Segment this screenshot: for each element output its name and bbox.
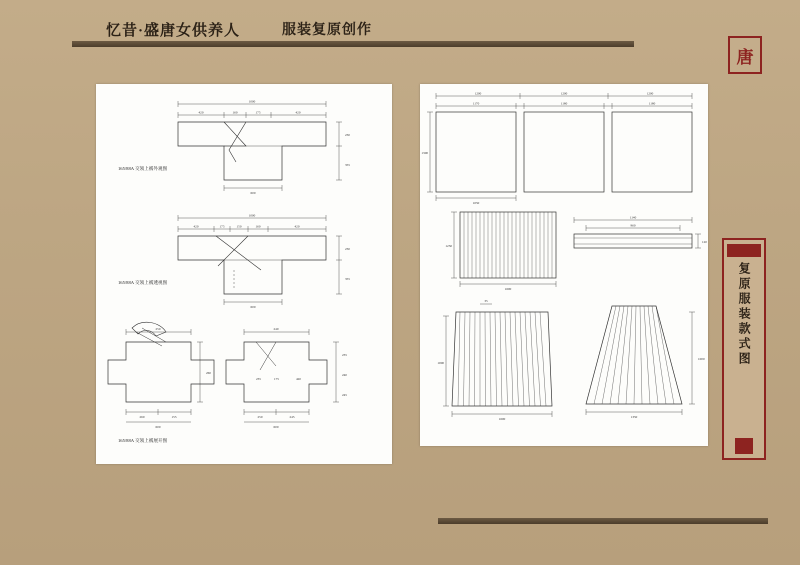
svg-text:175: 175 (274, 377, 279, 381)
svg-text:250: 250 (155, 327, 161, 331)
svg-text:160: 160 (232, 110, 238, 115)
svg-text:1140: 1140 (629, 215, 637, 220)
diagram-pleated-panel (451, 212, 556, 287)
svg-text:600: 600 (250, 191, 256, 195)
svg-text:1180: 1180 (560, 101, 568, 106)
svg-text:420: 420 (294, 224, 300, 229)
banner-text (736, 262, 752, 438)
vertical-banner (722, 238, 766, 460)
diagram-skirt-flat (443, 304, 552, 417)
svg-text:235: 235 (342, 353, 347, 357)
title-divider (72, 41, 634, 47)
svg-text:1200: 1200 (474, 91, 482, 96)
svg-text:420: 420 (296, 377, 301, 381)
svg-text:600: 600 (250, 305, 256, 309)
svg-text:260: 260 (139, 415, 145, 419)
seal-character: 唐 (736, 47, 754, 67)
svg-text:120: 120 (702, 240, 707, 244)
dimension-labels-2 (421, 92, 707, 422)
svg-text:1200: 1200 (646, 91, 654, 96)
svg-text:1000: 1000 (698, 357, 705, 361)
svg-text:150: 150 (236, 224, 242, 229)
svg-text:230: 230 (345, 133, 350, 137)
banner-chars: 复原服装款式图 (737, 262, 752, 367)
svg-text:355: 355 (345, 277, 350, 281)
svg-text:355: 355 (345, 163, 350, 167)
svg-text:1350: 1350 (630, 415, 638, 419)
svg-text:1250: 1250 (445, 244, 452, 248)
svg-text:245: 245 (342, 393, 347, 397)
svg-text:155: 155 (171, 415, 177, 419)
svg-text:420: 420 (198, 110, 204, 115)
svg-text:1170: 1170 (472, 101, 480, 106)
svg-text:250: 250 (257, 415, 263, 419)
svg-text:1000: 1000 (248, 213, 256, 218)
svg-text:420: 420 (295, 110, 301, 115)
banner-top-block (727, 244, 761, 257)
diagram-three-panels (427, 93, 692, 201)
dimension-labels-1 (140, 100, 351, 430)
svg-text:960: 960 (630, 223, 636, 228)
diagram-perspective-view (178, 215, 342, 305)
svg-text:245: 245 (289, 415, 295, 419)
svg-text:240: 240 (342, 373, 347, 377)
svg-text:1600: 1600 (498, 417, 506, 421)
svg-text:235: 235 (256, 377, 261, 381)
svg-text:160: 160 (255, 224, 261, 229)
svg-text:175: 175 (255, 110, 261, 115)
right-drawing-sheet (420, 84, 708, 446)
diagram-skirt-pleated (586, 306, 695, 415)
diagram-waistband (574, 217, 701, 248)
svg-text:1000: 1000 (248, 99, 256, 104)
svg-text:600: 600 (155, 425, 161, 429)
svg-text:1050: 1050 (472, 201, 480, 205)
svg-text:240: 240 (273, 327, 279, 331)
left-drawing-sheet (96, 84, 392, 464)
svg-text:1300: 1300 (421, 151, 428, 155)
svg-text:420: 420 (193, 224, 199, 229)
banner-bottom-block (735, 438, 753, 454)
diagram-flat-pattern (108, 322, 339, 422)
seal-stamp (728, 36, 762, 74)
svg-text:1200: 1200 (560, 91, 568, 96)
svg-text:35: 35 (484, 299, 488, 303)
svg-text:1000: 1000 (437, 361, 444, 365)
caption-outer-view: 165/88A 交领上襦外观图 (118, 166, 168, 171)
diagram-outer-view (178, 101, 342, 191)
poster-title-block (72, 14, 632, 44)
svg-text:1600: 1600 (504, 287, 512, 291)
bottom-divider (438, 518, 768, 524)
page-title: 忆昔·盛唐女供养人 (106, 22, 241, 39)
svg-text:600: 600 (273, 425, 279, 429)
svg-text:175: 175 (219, 224, 225, 229)
page-subtitle: 服装复原创作 (282, 23, 373, 38)
caption-flat-pattern: 165/88A 交领上襦展开图 (118, 438, 168, 443)
svg-text:230: 230 (345, 247, 350, 251)
svg-text:260: 260 (206, 371, 211, 375)
caption-perspective-view: 165/88A 交领上襦透视图 (118, 280, 168, 285)
svg-text:1180: 1180 (648, 101, 656, 106)
